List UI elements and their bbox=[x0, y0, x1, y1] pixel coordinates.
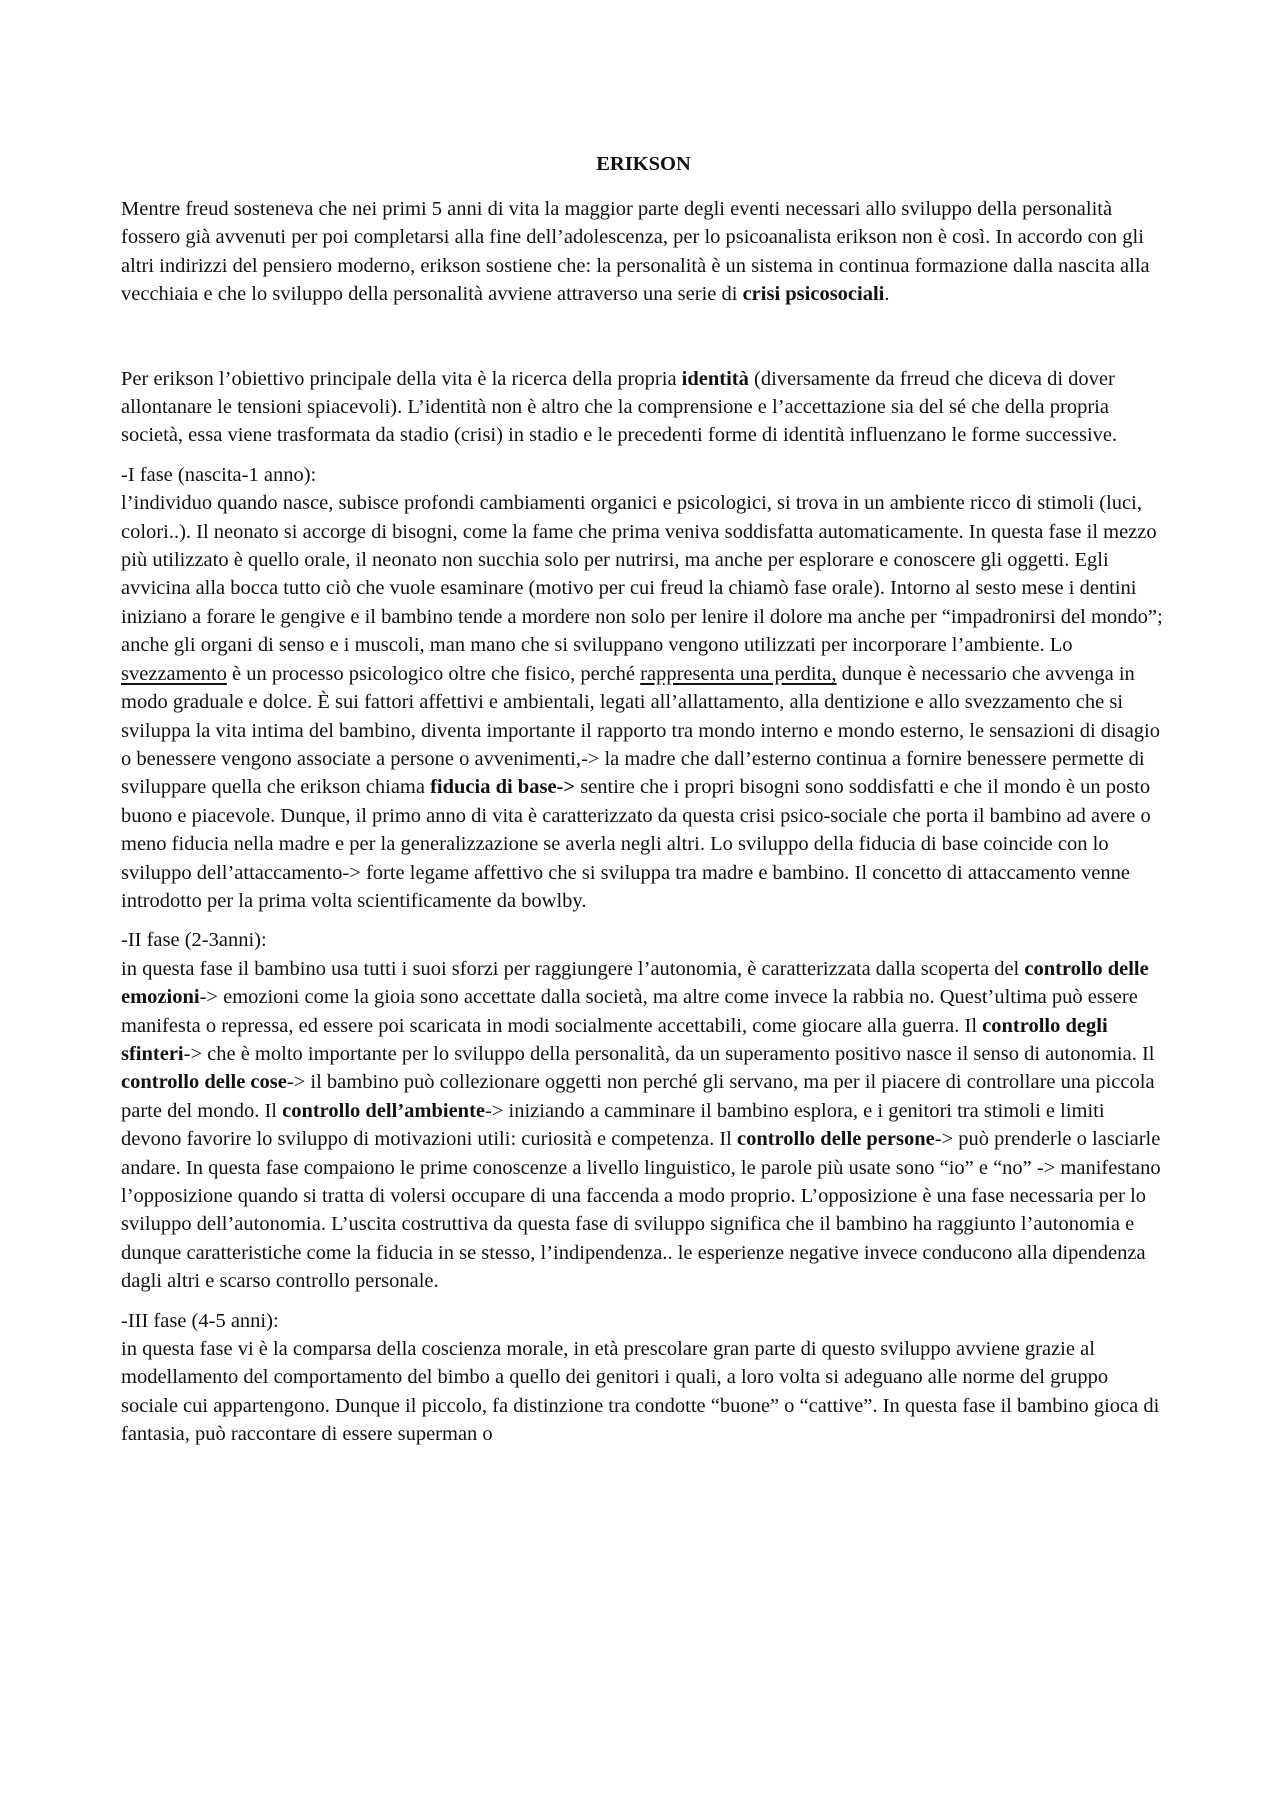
text-run: dunque è necessario che avvenga in modo graduale e dolce. È sui fattori affettivi e ambientali, legati all’allattamento, alla dentizione e allo svezzamento che si sviluppa la vita intima del bambino, diventa importante il rapporto tra mondo interno e mondo esterno, le sensazioni di disagio o benessere vengono associate a persone o avvenimenti,-> la madre che dall’esterno continua a fornire benessere permette di sviluppare quella che erikson chiama bbox=[121, 662, 1161, 799]
paragraph-phase-3 bbox=[121, 1335, 1166, 1449]
document-body bbox=[121, 150, 1166, 1449]
text-run: -> che è molto importante per lo sviluppo della personalità, da un superamento positivo nasce il senso di autonomia. Il bbox=[183, 1042, 1155, 1065]
phase-1-heading: -I fase (nascita-1 anno): bbox=[121, 463, 317, 486]
text-run: -> iniziando a camminare il bambino esplora, e i genitori tra stimoli e limiti devono favorire lo sviluppo di motivazioni utili: curiosità e competenza. Il bbox=[121, 1099, 1105, 1151]
underlined-phrase: rappresenta una perdita, bbox=[640, 662, 837, 685]
underlined-phrase: svezzamento bbox=[121, 662, 227, 685]
bold-term: crisi psicosociali bbox=[742, 283, 885, 306]
paragraph-identity bbox=[121, 365, 1166, 450]
text-run: -> può prenderle o lasciarle andare. In questa fase compaiono le prime conoscenze a livello linguistico, le parole più usate sono “io” e “no” -> manifestano l’opposizione quando si tratta di volersi occupare di una faccenda a modo proprio. L’opposizione è una fase necessaria per lo sviluppo dell’autonomia. L’uscita costruttiva da questa fase di sviluppo significa che il bambino ha raggiunto l’autonomia e dunque caratteristiche come la fiducia in se stesso, l’indipendenza.. le esperienze negative invece conducono alla dipendenza dagli altri e scarso controllo personale. bbox=[121, 1128, 1161, 1293]
text-run: sentire che i propri bisogni sono soddisfatti e che il mondo è un posto buono e piacevole. Dunque, il primo anno di vita è caratterizzato da questa crisi psico-sociale che porta il bambino ad avere o meno fiducia nella madre e per la generalizzazione se averla negli altri. Lo sviluppo della fiducia di base coincide con lo sviluppo dell’attaccamento-> forte legame affettivo che si sviluppa tra madre e bambino. Il concetto di attaccamento venne introdotto per la prima volta scientificamente da bowlby. bbox=[121, 776, 1151, 912]
paragraph-phase-2 bbox=[121, 955, 1166, 1296]
text-run: Mentre freud sosteneva che nei primi 5 anni di vita la maggior parte degli eventi necessari allo sviluppo della personalità fossero già avvenuti per poi completarsi alla fine dell’adolescenza, per lo psicoanalista erikson non è così. In accordo con gli altri indirizzi del pensiero moderno, erikson sostiene che: la personalità è un sistema in continua formazione dalla nascita alla vecchiaia e che lo sviluppo della personalità avviene attraverso una serie di bbox=[121, 198, 1150, 306]
text-run: in questa fase vi è la comparsa della coscienza morale, in età prescolare gran parte di questo sviluppo avviene grazie al modellamento del comportamento del bimbo a quello dei genitori i quali, a loro volta si adeguano alle norme del gruppo sociale cui appartengono. Dunque il piccolo, fa distinzione tra condotte “buone” o “cattive”. In questa fase il bambino gioca di fantasia, può raccontare di essere superman o bbox=[121, 1338, 1160, 1446]
text-run: (diversamente da frreud che diceva di dover allontanare le tensioni spiacevoli). L’identità non è altro che la comprensione e l’accettazione sia del sé che della propria società, essa viene trasformata da stadio (crisi) in stadio e le precedenti forme di identità influenzano le forme successive. bbox=[121, 367, 1118, 447]
text-run: l’individuo quando nasce, subisce profondi cambiamenti organici e psicologici, si trova in un ambiente ricco di stimoli (luci, colori..). Il neonato si accorge di bisogni, come la fame che prima veniva soddisfatta automaticamente. In questa fase il mezzo più utilizzato è quello orale, il neonato non succhia solo per nutrirsi, ma anche per esplorare e conoscere gli oggetti. Egli avvicina alla bocca tutto ciò che vuole esaminare (motivo per cui freud la chiamò fase orale). Intorno al sesto mese i dentini iniziano a forare le gengive e il bambino tende a mordere non solo per lenire il dolore ma anche per “impadronirsi del mondo”; anche gli organi di senso e i muscoli, man mano che si sviluppano vengono utilizzati per incorporare l’ambiente. Lo bbox=[121, 492, 1163, 657]
paragraph-spacer bbox=[121, 915, 1166, 926]
bold-term: -> bbox=[556, 776, 576, 799]
text-run: è un processo psicologico oltre che fisico, perché bbox=[226, 662, 641, 685]
paragraph-spacer bbox=[121, 1296, 1166, 1307]
paragraph-spacer bbox=[121, 309, 1166, 365]
phase-2-heading: -II fase (2-3anni): bbox=[121, 929, 267, 952]
phase-3-heading: -III fase (4-5 anni): bbox=[121, 1309, 279, 1332]
bold-term: controllo delle emozioni bbox=[121, 957, 1149, 1009]
bold-term: controllo delle persone bbox=[736, 1128, 935, 1151]
paragraph-phase-1 bbox=[121, 489, 1166, 915]
paragraph-intro bbox=[121, 195, 1166, 309]
bold-term: fiducia di base bbox=[430, 776, 557, 799]
bold-term: controllo dell’ambiente bbox=[282, 1099, 485, 1122]
text-run: Per erikson l’obiettivo principale della vita è la ricerca della propria bbox=[121, 367, 682, 390]
paragraph-spacer bbox=[121, 450, 1166, 461]
bold-term: controllo delle cose bbox=[121, 1071, 287, 1094]
text-run: -> il bambino può collezionare oggetti non perché gli servano, ma per il piacere di controllare una piccola parte del mondo. Il bbox=[121, 1071, 1155, 1122]
document-title: ERIKSON bbox=[596, 153, 691, 175]
bold-term: identità bbox=[681, 367, 749, 390]
bold-term: controllo degli sfinteri bbox=[121, 1014, 1108, 1065]
text-run: in questa fase il bambino usa tutti i suoi sforzi per raggiungere l’autonomia, è caratterizzata dalla scoperta del bbox=[121, 957, 1025, 980]
text-run: . bbox=[884, 283, 890, 306]
text-run: -> emozioni come la gioia sono accettate dalla società, ma altre come invece la rabbia no. Quest’ultima può essere manifesta o repressa, ed essere poi scaricata in modi socialmente accettabili, come giocare alla guerra. Il bbox=[121, 986, 1138, 1037]
